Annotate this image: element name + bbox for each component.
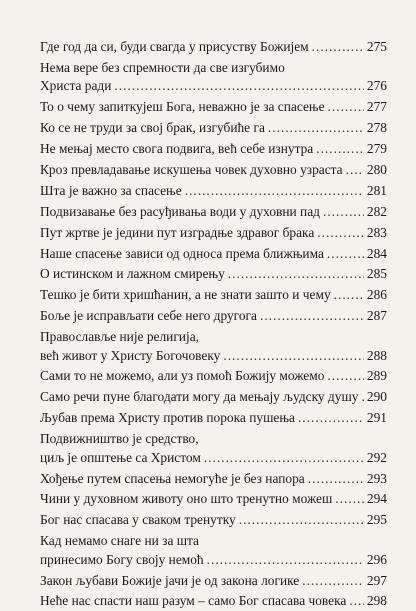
- dot-leader: [223, 347, 364, 366]
- toc-entry-page-number: 293: [366, 470, 387, 486]
- dot-leader: [207, 551, 364, 570]
- dot-leader: [335, 490, 364, 509]
- toc-entry-title: Само речи пуне благодати могу да мењају људску душу: [40, 389, 359, 405]
- toc-entry-title: Чини у духовном животу оно што тренутно можеш: [40, 491, 333, 507]
- toc-entry[interactable]: [40, 245, 387, 264]
- toc-entry-row: [40, 511, 387, 530]
- toc-entry[interactable]: [40, 119, 387, 138]
- toc-entry-page-number: 276: [366, 78, 387, 94]
- toc-entry-page-number: 286: [366, 287, 387, 303]
- toc-entry-title: Где год да си, буди свагда у присуству Божијем: [40, 39, 309, 54]
- dot-leader: [308, 470, 364, 489]
- toc-entry[interactable]: [40, 328, 387, 365]
- dot-leader: [260, 307, 364, 326]
- toc-entry-row: [40, 182, 387, 201]
- toc-entry[interactable]: [40, 430, 387, 467]
- dot-leader: [185, 182, 364, 201]
- toc-entry[interactable]: [40, 307, 387, 326]
- toc-entry-row: [40, 449, 387, 468]
- dot-leader: [317, 224, 364, 243]
- toc-entry-page-number: 282: [366, 203, 387, 219]
- toc-entry[interactable]: [40, 409, 387, 428]
- dot-leader: [334, 286, 364, 305]
- toc-entry[interactable]: [40, 286, 387, 305]
- toc-entry-title-line: Нема вере без спремности да све изгубимо: [40, 59, 285, 75]
- toc-entry-row: [40, 140, 387, 159]
- toc-entry-title: Неће нас спасти наш разум – само Бог спасава човека: [40, 593, 347, 609]
- toc-entry-page-number: 285: [366, 266, 387, 282]
- toc-entry-page-number: 294: [366, 491, 387, 507]
- toc-entry[interactable]: [40, 490, 387, 509]
- toc-entry-page-number: 280: [366, 161, 387, 177]
- toc-entry-title: Бог нас спасава у сваком тренутку: [40, 512, 236, 528]
- dot-leader: [316, 140, 364, 159]
- toc-entry-row: [40, 98, 387, 117]
- toc-entry-title: Боље је исправљати себе него другога: [40, 308, 257, 324]
- toc-entry-title: Наше спасење зависи од односа према ближњима: [40, 245, 324, 261]
- toc-entry-title: Хођење путем спасења немогуће је без напора: [40, 470, 305, 486]
- toc-entry-row: [40, 77, 387, 96]
- toc-entry-title: То о чему запиткујеш Бога, неважно је за спасење: [40, 99, 325, 115]
- dot-leader: [323, 203, 364, 222]
- toc-entry-title: О истинском и лажном смирењу: [40, 266, 225, 282]
- dot-leader: [327, 245, 364, 264]
- dot-leader: [312, 38, 364, 57]
- dot-leader: [114, 77, 364, 96]
- toc-entry-page-number: 288: [366, 347, 387, 363]
- toc-entry-title-line: Православље није религија,: [40, 329, 199, 345]
- toc-entry-row: [40, 409, 387, 428]
- toc-entry[interactable]: [40, 140, 387, 159]
- toc-entry-title: Пут жртве је једини пут изградње здравог брака: [40, 224, 315, 240]
- toc-entry-row: [40, 161, 387, 180]
- toc-entry[interactable]: [40, 59, 387, 96]
- toc-entry[interactable]: [40, 182, 387, 201]
- toc-entry-page-number: 281: [366, 182, 387, 198]
- toc-entry-title: већ живот у Христу Богочовеку: [40, 347, 221, 363]
- toc-entry-row: [40, 38, 387, 57]
- toc-entry-title: принесимо Богу своју немоћ: [40, 551, 204, 567]
- toc-entry-page-number: 279: [366, 141, 387, 157]
- dot-leader: [268, 119, 364, 138]
- toc-entry[interactable]: [40, 224, 387, 243]
- toc-entry-title-line: Подвижништво је средство,: [40, 431, 199, 447]
- toc-entry-page-number: 290: [366, 389, 387, 405]
- dot-leader: [298, 409, 364, 428]
- toc-entry[interactable]: [40, 265, 387, 284]
- toc-entry-page-number: 275: [366, 39, 387, 54]
- toc-entry-row: [40, 388, 387, 407]
- toc-entry-row: [40, 551, 387, 570]
- dot-leader: [327, 367, 363, 386]
- toc-entry-row: [40, 307, 387, 326]
- toc-entry-page-number: 284: [366, 245, 387, 261]
- toc-entry[interactable]: [40, 470, 387, 489]
- toc-entry-title: циљ је општење са Христом: [40, 449, 201, 465]
- toc-entry-row: [40, 224, 387, 243]
- toc-entry[interactable]: [40, 511, 387, 530]
- toc-entry[interactable]: [40, 532, 387, 569]
- toc-entry-title: Христа ради: [40, 78, 112, 94]
- toc-entry-page-number: 287: [366, 308, 387, 324]
- toc-entry-page-number: 278: [366, 120, 387, 136]
- toc-entry-row: [40, 203, 387, 222]
- toc-entry-page-number: 292: [366, 449, 387, 465]
- toc-entry[interactable]: [40, 388, 387, 407]
- toc-entry-page-number: 289: [366, 368, 387, 384]
- toc-entry-title: Кроз превладавање искушења човек духовно узраста: [40, 161, 343, 177]
- dot-leader: [239, 511, 364, 530]
- toc-entry-page-number: 295: [366, 512, 387, 528]
- toc-entry[interactable]: [40, 367, 387, 386]
- toc-entry-row: [40, 572, 387, 591]
- toc-entry[interactable]: [40, 161, 387, 180]
- toc-entry[interactable]: [40, 203, 387, 222]
- dot-leader: [204, 449, 364, 468]
- toc-entry[interactable]: [40, 98, 387, 117]
- toc-entry-page-number: 291: [366, 410, 387, 426]
- toc-entry-title: Љубав према Христу против порока пушења: [40, 410, 295, 426]
- toc-entry-row: [40, 286, 387, 305]
- toc-entry-title: Закон љубави Божије јачи је од закона логике: [40, 572, 300, 588]
- toc-entry-row: [40, 367, 387, 386]
- toc-entry-title-line: Кад немамо снаге ни за шта: [40, 533, 200, 549]
- toc-entry-row: [40, 470, 387, 489]
- toc-entry-title: Подвизавање без расуђивања води у духовни пад: [40, 203, 320, 219]
- dot-leader: [302, 572, 364, 591]
- toc-entry-row: [40, 245, 387, 264]
- dot-leader: [228, 265, 364, 284]
- toc-entry[interactable]: [40, 38, 387, 57]
- toc-entry-page-number: 283: [366, 224, 387, 240]
- toc-entry-row: [40, 265, 387, 284]
- toc-entry-page-number: 298: [366, 593, 387, 609]
- toc-entry-row: [40, 347, 387, 366]
- table-of-contents: [40, 38, 387, 611]
- toc-entry-title: Сами то не можемо, али уз помоћ Божију можемо: [40, 368, 325, 384]
- dot-leader: [328, 98, 364, 117]
- dot-leader: [361, 388, 363, 407]
- toc-entry-title: Тешко је бити хришћанин, а не знати зашто и чему: [40, 287, 331, 303]
- toc-entry-row: [40, 119, 387, 138]
- toc-entry-page-number: 277: [366, 99, 387, 115]
- dot-leader: [346, 161, 364, 180]
- toc-entry[interactable]: [40, 572, 387, 591]
- toc-entry-page-number: 296: [366, 551, 387, 567]
- toc-entry-title: Не мењај место свога подвига, већ себе изнутра: [40, 141, 314, 157]
- toc-entry-row: [40, 490, 387, 509]
- toc-entry-page-number: 297: [366, 572, 387, 588]
- toc-entry-title: Шта је важно за спасење: [40, 182, 182, 198]
- toc-entry-title: Ко се не труди за свој брак, изгубиће га: [40, 120, 265, 136]
